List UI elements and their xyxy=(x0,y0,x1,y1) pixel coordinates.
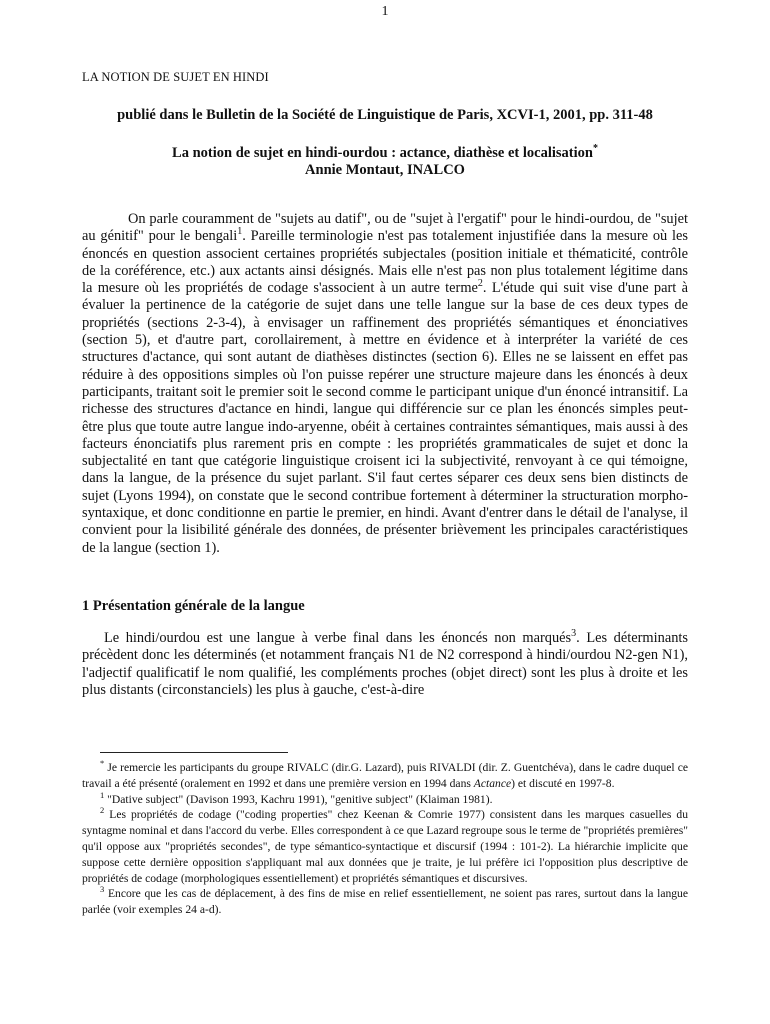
author-line: Annie Montaut, INALCO xyxy=(305,162,465,178)
footnote-2 xyxy=(82,807,688,886)
section1-text-1: Le hindi/ourdou est une langue à verbe final dans les énoncés non marqués xyxy=(104,630,572,646)
footnote-2-text: Les propriétés de codage ("coding properties" chez Keenan & Comrie 1977) consistent dans les marques casuelles du syntagme nominal et dans l'accord du verbe. Elles correspondent à ce que Lazard regroupe sous le terme de "propriétés premières" qu'il oppose aux "propriétés secondes", de type sémantico-syntactique et discursif (1994 : 101-2). La hiérarchie implicite que suppose cette dernière opposition s'appliquant mal aux données que je traite, je lui préfère ici l'opposition plus descriptive de propriétés de codage (morphologiques essentiellement) et propriétés sémantiques et discursives. xyxy=(82,808,688,885)
footnote-star-text-2: ) et discuté en 1997-8. xyxy=(511,776,615,790)
page-number: 1 xyxy=(381,4,389,19)
footnote-ref-2[interactable]: 2 xyxy=(477,278,483,290)
title-block xyxy=(82,145,688,179)
footnote-1-marker: 1 xyxy=(100,789,105,800)
intro-section xyxy=(82,211,688,557)
article-title xyxy=(82,145,688,162)
section1-paragraph xyxy=(82,630,688,699)
footnote-ref-1[interactable]: 1 xyxy=(237,226,243,238)
footnote-3-marker: 3 xyxy=(100,884,105,895)
intro-text-2: . Pareille terminologie n'est pas totalement injustifiée dans la mesure où les énoncés en question associent certaines propriétés subjectales (position initiale et thématicité, contrôle de la coréférence, etc.) aux actants ainsi désignés. Mais elle n'est pas non plus totalement légitime dans la mesure où les propriétés de codage s'associent à un autre terme xyxy=(82,228,688,297)
title-text: La notion de sujet en hindi-ourdou : actance, diathèse et localisation xyxy=(172,145,593,161)
intro-paragraph xyxy=(82,211,688,557)
intro-text-1: On parle couramment de "sujets au datif", ou de "sujet à l'ergatif" pour le hindi-ourdou, de "sujet au génitif" pour le bengali xyxy=(82,211,688,245)
footnote-star-italic: Actance xyxy=(473,776,512,790)
section1-text-2: . Les déterminants précèdent donc les déterminés (et notamment français N1 de N2 correspond à hindi/ourdou N2-gen N1), l'adjectif qualificatif le nom qualifié, les compléments proches (objet direct) sont les plus à droite et les plus distants (circonstanciels) les plus à gauche, c'est-à-dire xyxy=(82,630,688,698)
footnote-star-marker: * xyxy=(100,758,105,769)
publication-line: publié dans le Bulletin de la Société de Linguistique de Paris, XCVI-1, 2001, pp. 311-48 xyxy=(117,107,653,123)
footnote-1-text: "Dative subject" (Davison 1993, Kachru 1991), "genitive subject" (Klaiman 1981). xyxy=(104,792,493,806)
footnote-2-marker: 2 xyxy=(100,805,105,816)
section-heading: 1 Présentation générale de la langue xyxy=(82,598,305,614)
footnote-star-text-1: Je remercie les participants du groupe RIVALC (dir.G. Lazard), puis RIVALDI (dir. Z. Guentchéva), dans le cadre duquel ce travail a été présenté (oralement en 1992 et dans une première version en 1994 dans xyxy=(82,761,688,790)
footnote-star xyxy=(82,760,688,792)
section1-body xyxy=(82,630,688,699)
title-footnote-marker[interactable]: * xyxy=(592,143,598,155)
footnote-3-text: Encore que les cas de déplacement, à des fins de mise en relief essentiellement, ne soient pas rares, surtout dans la langue parlée (voir exemples 24 a-d). xyxy=(82,887,688,917)
running-head: LA NOTION DE SUJET EN HINDI xyxy=(82,70,269,84)
footnote-3 xyxy=(82,886,688,918)
footnote-divider xyxy=(100,752,288,753)
footnote-1 xyxy=(82,789,688,808)
footnotes xyxy=(82,760,688,918)
footnote-ref-3[interactable]: 3 xyxy=(571,628,577,640)
intro-text-3: . L'étude qui suit vise d'une part à évaluer la pertinence de la catégorie de sujet dans une telle langue sur la base de ces deux types de propriétés (sections 2-3-4), à envisager un raffinement des propriétés sémantiques et énonciatives (section 5), et d'autre part, corollairement, à mettre en évidence et à interpréter la variété de ces structures d'actance, qui sont autant de diathèses distinctes (section 6). Elles ne se laissent en effet pas réduire à des oppositions simples où l'on puisse repérer une structure majeure dans les énoncés à deux participants, traitant soit le premier soit le second comme le participant unique d'un énoncé intransitif. La richesse des structures d'actance en hindi, langue qui différencie sur ce plan les énoncés simples peut-être plus que toute autre langue indo-aryenne, obéit à certaines contraintes sémantiques, mais aussi à des facteurs énonciatifs plus rarement pris en compte : les propriétés grammaticales de sujet et donc la subjectalité en tant que catégorie linguistique croisent ici la subjectivité, renvoyant à ce qui témoigne, dans la langue, de la présence du sujet parlant. S'il faut certes séparer ces deux sens bien distincts de sujet (Lyons 1994), on constate que le second contribue fortement à déterminer la structuration morpho-syntaxique, et donc conditionne en partie le premier, en hindi. Avant d'entrer dans le détail de l'analyse, il convient pour la lisibilité générale des données, de présenter brièvement les principales caractéristiques de la langue (section 1). xyxy=(82,280,688,556)
